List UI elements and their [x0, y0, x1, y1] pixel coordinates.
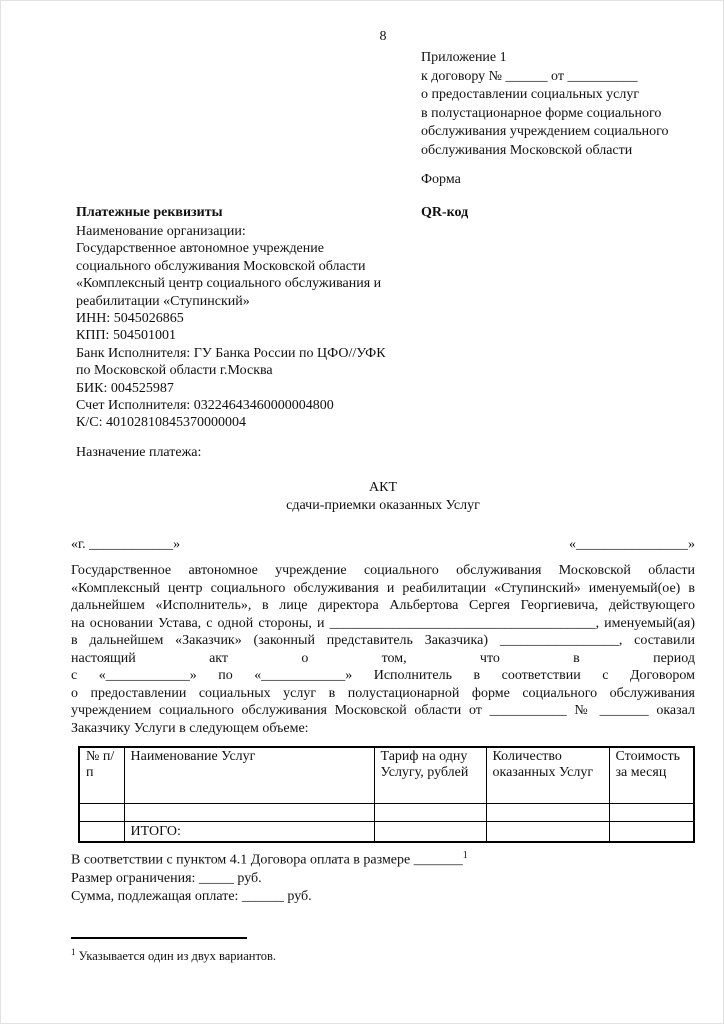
date-blank: «________________» — [569, 537, 695, 552]
footnote-ref: 1 — [462, 850, 468, 861]
table-cell — [374, 822, 486, 843]
payment-line-3: Сумма, подлежащая оплате: ______ руб. — [71, 888, 312, 904]
payment-line-1: В соответствии с пунктом 4.1 Договора оплата в размере _______$^1$ — [71, 850, 468, 868]
requisites-line: по Московской области г.Москва — [76, 363, 273, 379]
appendix-line: обслуживания Московской области — [421, 142, 633, 158]
body-line: дальнейшем «Исполнитель», в лице директора Альбертова Сергея Георгиевича, действующего — [71, 598, 695, 613]
payment-line-2: Размер ограничения: _____ руб. — [71, 870, 262, 886]
table-cell — [486, 804, 609, 822]
body-line: Государственное автономное учреждение социального обслуживания Московской области — [71, 563, 695, 578]
services-table — [78, 746, 695, 843]
requisites-line: БИК: 004525987 — [76, 380, 174, 396]
payment-terms-block — [71, 847, 695, 906]
table-cell — [124, 804, 374, 822]
table-header-number: № п/ п — [79, 747, 124, 804]
body-line: Заказчику Услуги в следующем объеме: — [71, 720, 309, 736]
table-header-tariff: Тариф на одну Услугу, рублей — [374, 747, 486, 804]
table-cell — [79, 804, 124, 822]
requisites-line: Счет Исполнителя: 03224643460000004800 — [76, 398, 334, 414]
body-line: о предоставлении социальных услуг в полустационарной форме социального обслуживания — [71, 685, 695, 701]
place-date-row — [71, 537, 695, 553]
table-header-quantity: Количество оказанных Услуг — [486, 747, 609, 804]
table-header-service-name: Наименование Услуг — [124, 747, 374, 804]
requisites-line: Банк Исполнителя: ГУ Банка России по ЦФО//УФК — [76, 345, 386, 361]
page-number: 8 — [379, 29, 387, 44]
table-total-label: ИТОГО: — [124, 822, 374, 843]
payment-purpose-label: Назначение платежа: — [76, 445, 202, 460]
requisites-line: реабилитации «Ступинский» — [76, 293, 250, 309]
requisites-line: Наименование организации: — [76, 224, 246, 239]
act-body-paragraph — [71, 562, 695, 737]
appendix-line: в полустационарное форме социального — [421, 105, 662, 121]
footnote-marker: 1 — [71, 947, 76, 957]
body-line: настоящий акт о том, что в период — [71, 650, 695, 666]
table-cell — [609, 804, 694, 822]
requisites-line: К/С: 40102810845370000004 — [76, 415, 246, 431]
table-row — [79, 804, 694, 822]
act-title: АКТ — [369, 480, 397, 495]
body-line: с «____________» по «____________» Исполнитель в соответствии с Договором — [71, 668, 695, 683]
requisites-line: ИНН: 5045026865 — [76, 311, 184, 327]
requisites-line: социального обслуживания Московской области — [76, 258, 366, 274]
table-total-row — [79, 822, 694, 843]
table-header-cost: Стоимость за месяц — [609, 747, 694, 804]
table-cell — [486, 822, 609, 843]
requisites-line: КПП: 504501001 — [76, 328, 176, 344]
qr-code-label: QR-код — [421, 205, 469, 220]
requisites-line: Государственное автономное учреждение — [76, 241, 324, 257]
footnote-text: $^1$ Указывается один из двух вариантов. — [71, 947, 277, 964]
appendix-line: к договору № ______ от __________ — [421, 68, 638, 84]
body-line: учреждением социального обслуживания Московской области от ___________ № _______ оказал — [71, 703, 695, 718]
appendix-block — [421, 49, 711, 160]
table-cell — [609, 822, 694, 843]
appendix-line: о предоставлении социальных услуг — [421, 87, 640, 102]
body-line: «Комплексный центр социального обслуживания и реабилитации «Ступинский» именуемый(ое) в — [71, 580, 695, 596]
place-blank: «г. ____________» — [71, 537, 181, 552]
act-subtitle: сдачи-приемки оказанных Услуг — [286, 498, 480, 513]
appendix-line: обслуживания учреждением социального — [421, 124, 669, 139]
requisites-title: Платежные реквизиты — [76, 205, 223, 220]
requisites-block — [76, 223, 421, 432]
requisites-line: «Комплексный центр социального обслуживания и — [76, 276, 382, 292]
table-cell — [79, 822, 124, 843]
body-line: в дальнейшем «Заказчик» (законный представитель Заказчика) _________________, составили — [71, 633, 695, 648]
form-label: Форма — [421, 172, 461, 187]
body-line: на основании Устава, с одной стороны, и ______________________________________, именуемый(ая) — [71, 615, 695, 631]
appendix-line: Приложение 1 — [421, 50, 507, 65]
footnote-divider — [71, 937, 247, 939]
table-cell — [374, 804, 486, 822]
table-header-row — [79, 747, 694, 804]
